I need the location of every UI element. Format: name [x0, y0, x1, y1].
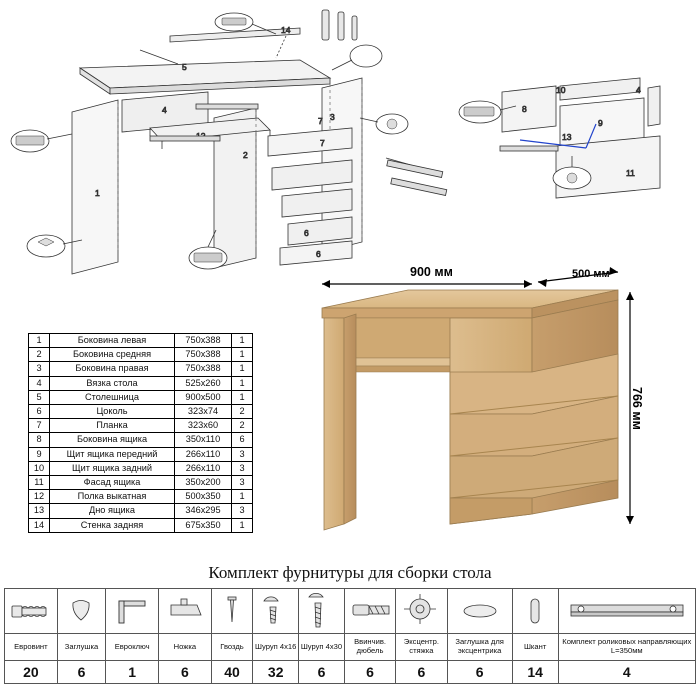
table-row — [29, 447, 253, 461]
part-number: 6 — [29, 405, 50, 419]
hardware-qty: 6 — [447, 661, 512, 684]
table-row — [29, 362, 253, 376]
part-number: 10 — [29, 461, 50, 475]
part-number: 5 — [29, 390, 50, 404]
part-number: 11 — [29, 476, 50, 490]
hardware-name: Шуруп 4х30 — [299, 634, 345, 661]
table-row — [29, 476, 253, 490]
table-row — [29, 504, 253, 518]
table-row — [29, 490, 253, 504]
hardware-qty: 6 — [299, 661, 345, 684]
table-row — [29, 405, 253, 419]
part-qty: 1 — [232, 490, 253, 504]
hardware-name: Комплект роликовых направляющих L=350мм — [558, 634, 695, 661]
eccentric-cap-icon — [447, 589, 512, 634]
dimension-height-label: 766 мм — [630, 387, 644, 430]
table-row — [29, 334, 253, 348]
hardware-names-row — [5, 634, 696, 661]
part-qty: 3 — [232, 447, 253, 461]
part-size: 350x200 — [175, 476, 232, 490]
hardware-qty-row — [5, 661, 696, 684]
part-size: 525x260 — [175, 376, 232, 390]
hardware-name: Заглушка — [57, 634, 106, 661]
part-number: 13 — [29, 504, 50, 518]
dowel-icon — [512, 589, 558, 634]
part-number: 8 — [29, 433, 50, 447]
hardware-name: Ножка — [158, 634, 211, 661]
part-number: 7 — [29, 419, 50, 433]
parts-list-table — [28, 333, 253, 533]
svg-text:3: 3 — [330, 112, 335, 122]
svg-text:7: 7 — [320, 138, 325, 148]
hardware-name: Заглушка для эксцентрика — [447, 634, 512, 661]
part-name: Планка — [50, 419, 175, 433]
hardware-name: Евроключ — [106, 634, 159, 661]
part-name: Столешница — [50, 390, 175, 404]
svg-text:5: 5 — [182, 62, 187, 72]
part-qty: 3 — [232, 504, 253, 518]
svg-text:2: 2 — [243, 150, 248, 160]
screw-in-dowel-icon — [344, 589, 395, 634]
hardware-name: Эксцентр. стяжка — [396, 634, 447, 661]
table-row — [29, 390, 253, 404]
part-size: 900x500 — [175, 390, 232, 404]
nail-icon — [211, 589, 253, 634]
svg-text:9: 9 — [598, 118, 603, 128]
part-number: 3 — [29, 362, 50, 376]
parts-list-body — [29, 334, 253, 533]
part-name: Стенка задняя — [50, 518, 175, 532]
part-size: 350x110 — [175, 433, 232, 447]
part-name: Дно ящика — [50, 504, 175, 518]
svg-text:6: 6 — [304, 228, 309, 238]
eccentric-tie-icon — [396, 589, 447, 634]
part-qty: 6 — [232, 433, 253, 447]
part-size: 500x350 — [175, 490, 232, 504]
hardware-qty: 6 — [158, 661, 211, 684]
part-size: 346x295 — [175, 504, 232, 518]
desk-drawing-svg — [300, 262, 670, 552]
part-name: Вязка стола — [50, 376, 175, 390]
hardware-section-title: Комплект фурнитуры для сборки стола — [208, 563, 492, 582]
part-name: Щит ящика передний — [50, 447, 175, 461]
part-name: Фасад ящика — [50, 476, 175, 490]
part-size: 266x110 — [175, 461, 232, 475]
foot-icon — [158, 589, 211, 634]
svg-text:4: 4 — [162, 105, 167, 115]
part-size: 750x388 — [175, 334, 232, 348]
cap-plug-icon — [57, 589, 106, 634]
part-name: Боковина ящика — [50, 433, 175, 447]
euro-screw-icon — [5, 589, 58, 634]
screw-4x16-icon — [253, 589, 299, 634]
svg-text:14: 14 — [281, 25, 291, 35]
svg-text:6: 6 — [316, 249, 321, 259]
part-name: Цоколь — [50, 405, 175, 419]
hardware-qty: 6 — [396, 661, 447, 684]
dimension-width-label: 900 мм — [410, 265, 453, 279]
hardware-icons-row — [5, 589, 696, 634]
hardware-qty: 4 — [558, 661, 695, 684]
part-size: 323x60 — [175, 419, 232, 433]
part-qty: 2 — [232, 405, 253, 419]
table-row — [29, 433, 253, 447]
part-qty: 1 — [232, 334, 253, 348]
euro-key-icon — [106, 589, 159, 634]
table-row — [29, 518, 253, 532]
part-qty: 1 — [232, 518, 253, 532]
part-qty: 3 — [232, 476, 253, 490]
part-qty: 1 — [232, 376, 253, 390]
part-number: 12 — [29, 490, 50, 504]
part-name: Боковина левая — [50, 334, 175, 348]
hardware-qty: 32 — [253, 661, 299, 684]
part-name: Боковина средняя — [50, 348, 175, 362]
hardware-qty: 40 — [211, 661, 253, 684]
part-size: 750x388 — [175, 348, 232, 362]
hardware-qty: 6 — [344, 661, 395, 684]
svg-text:10: 10 — [556, 85, 566, 95]
svg-text:4: 4 — [636, 85, 641, 95]
part-size: 323x74 — [175, 405, 232, 419]
part-name: Щит ящика задний — [50, 461, 175, 475]
hardware-qty: 1 — [106, 661, 159, 684]
hardware-name: Шуруп 4х16 — [253, 634, 299, 661]
part-number: 9 — [29, 447, 50, 461]
svg-text:1: 1 — [95, 188, 100, 198]
hardware-qty: 14 — [512, 661, 558, 684]
svg-text:7: 7 — [318, 116, 323, 126]
hardware-qty: 6 — [57, 661, 106, 684]
part-name: Боковина правая — [50, 362, 175, 376]
svg-text:13: 13 — [562, 132, 572, 142]
part-size: 266x110 — [175, 447, 232, 461]
part-qty: 2 — [232, 419, 253, 433]
part-qty: 1 — [232, 390, 253, 404]
screw-4x30-icon — [299, 589, 345, 634]
part-number: 1 — [29, 334, 50, 348]
svg-text:11: 11 — [626, 168, 635, 178]
exploded-assembly-diagram — [0, 0, 700, 270]
exploded-diagram-svg — [0, 0, 700, 275]
part-number: 4 — [29, 376, 50, 390]
dimension-depth-label: 500 мм — [572, 268, 610, 280]
svg-text:8: 8 — [522, 104, 527, 114]
part-number: 2 — [29, 348, 50, 362]
part-qty: 1 — [232, 348, 253, 362]
part-qty: 3 — [232, 461, 253, 475]
hardware-name: Гвоздь — [211, 634, 253, 661]
part-number: 14 — [29, 518, 50, 532]
table-row — [29, 376, 253, 390]
table-row — [29, 419, 253, 433]
roller-slides-icon — [558, 589, 695, 634]
table-row — [29, 348, 253, 362]
hardware-name: Ввинчив. дюбель — [344, 634, 395, 661]
part-qty: 1 — [232, 362, 253, 376]
part-name: Полка выкатная — [50, 490, 175, 504]
hardware-name: Евровинт — [5, 634, 58, 661]
hardware-qty: 20 — [5, 661, 58, 684]
assembled-desk-illustration — [300, 262, 670, 552]
hardware-name: Шкант — [512, 634, 558, 661]
hardware-kit-table — [4, 588, 696, 684]
table-row — [29, 461, 253, 475]
part-size: 675x350 — [175, 518, 232, 532]
part-size: 750x388 — [175, 362, 232, 376]
